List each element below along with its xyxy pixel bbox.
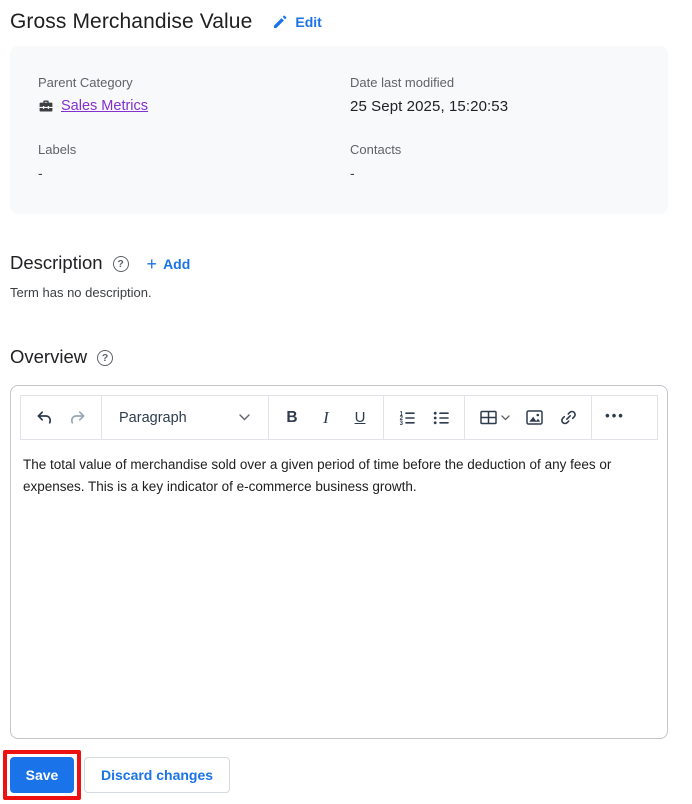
edit-button[interactable] <box>268 12 325 32</box>
bulleted-list-button[interactable] <box>425 402 457 434</box>
plus-icon: + <box>146 254 158 274</box>
table-icon <box>479 408 498 427</box>
field-contacts <box>350 141 668 181</box>
paragraph-dropdown-label: Paragraph <box>119 409 187 426</box>
undo-icon <box>35 409 53 427</box>
page-title: Gross Merchandise Value <box>10 10 253 33</box>
info-panel <box>10 46 668 214</box>
insert-link-button[interactable] <box>552 402 584 434</box>
field-label: Labels <box>38 142 77 157</box>
svg-text:2: 2 <box>399 415 403 422</box>
field-label: Parent Category <box>38 75 133 90</box>
chevron-down-icon <box>501 415 510 421</box>
add-button-label: Add <box>163 256 191 272</box>
insert-image-button[interactable] <box>518 402 550 434</box>
field-parent-category <box>38 74 350 115</box>
toolbar-group-more <box>591 396 638 439</box>
insert-table-button[interactable] <box>472 402 516 434</box>
link-icon <box>559 408 578 427</box>
bold-button[interactable]: B <box>276 402 308 434</box>
editor-content[interactable] <box>11 440 667 737</box>
more-options-button[interactable]: ••• <box>599 402 631 434</box>
underline-button[interactable]: U <box>344 402 376 434</box>
toolbar-group-paragraph <box>101 396 268 439</box>
edit-pencil-icon <box>272 14 288 30</box>
labels-value: - <box>38 165 43 181</box>
overview-text: The total value of merchandise sold over a given period of time before the deduction of any fees or expenses. This is a key indicator of e-commerce business growth. <box>23 457 612 494</box>
date-modified-value: 25 Sept 2025, 15:20:53 <box>350 98 509 115</box>
overview-section <box>10 346 668 739</box>
save-button[interactable]: Save <box>10 757 74 793</box>
page-header <box>10 10 326 34</box>
category-toolbox-icon <box>38 98 54 114</box>
help-icon[interactable]: ? <box>97 350 113 366</box>
svg-text:1: 1 <box>399 410 403 417</box>
help-icon[interactable]: ? <box>113 256 129 272</box>
image-icon <box>525 408 544 427</box>
field-label: Contacts <box>350 142 402 157</box>
numbered-list-button[interactable] <box>391 402 423 434</box>
italic-button[interactable]: I <box>310 402 342 434</box>
field-labels <box>38 141 350 181</box>
contacts-value: - <box>350 165 355 181</box>
undo-button[interactable] <box>28 402 60 434</box>
svg-text:3: 3 <box>399 420 403 427</box>
bulleted-list-icon <box>432 409 450 427</box>
edit-button-label: Edit <box>295 14 322 30</box>
add-description-button[interactable] <box>147 256 191 272</box>
paragraph-style-dropdown[interactable] <box>109 402 261 434</box>
chevron-down-icon <box>239 414 250 421</box>
numbered-list-icon <box>398 409 416 427</box>
redo-icon <box>69 409 87 427</box>
description-section <box>10 252 190 300</box>
overview-heading: Overview <box>10 346 88 367</box>
toolbar-group-history <box>21 396 101 439</box>
field-label: Date last modified <box>350 75 455 90</box>
action-bar <box>0 744 692 804</box>
toolbar-group-insert <box>464 396 591 439</box>
discard-changes-button[interactable]: Discard changes <box>84 757 230 793</box>
description-heading: Description <box>10 252 103 273</box>
field-date-modified <box>350 74 668 115</box>
toolbar-group-text-style <box>268 396 383 439</box>
parent-category-link[interactable]: Sales Metrics <box>61 98 149 114</box>
editor-toolbar <box>20 395 658 440</box>
toolbar-group-lists <box>383 396 464 439</box>
redo-button[interactable] <box>62 402 94 434</box>
description-empty-text: Term has no description. <box>10 285 152 300</box>
rich-text-editor <box>10 385 668 739</box>
click-annotation-box <box>3 750 81 800</box>
